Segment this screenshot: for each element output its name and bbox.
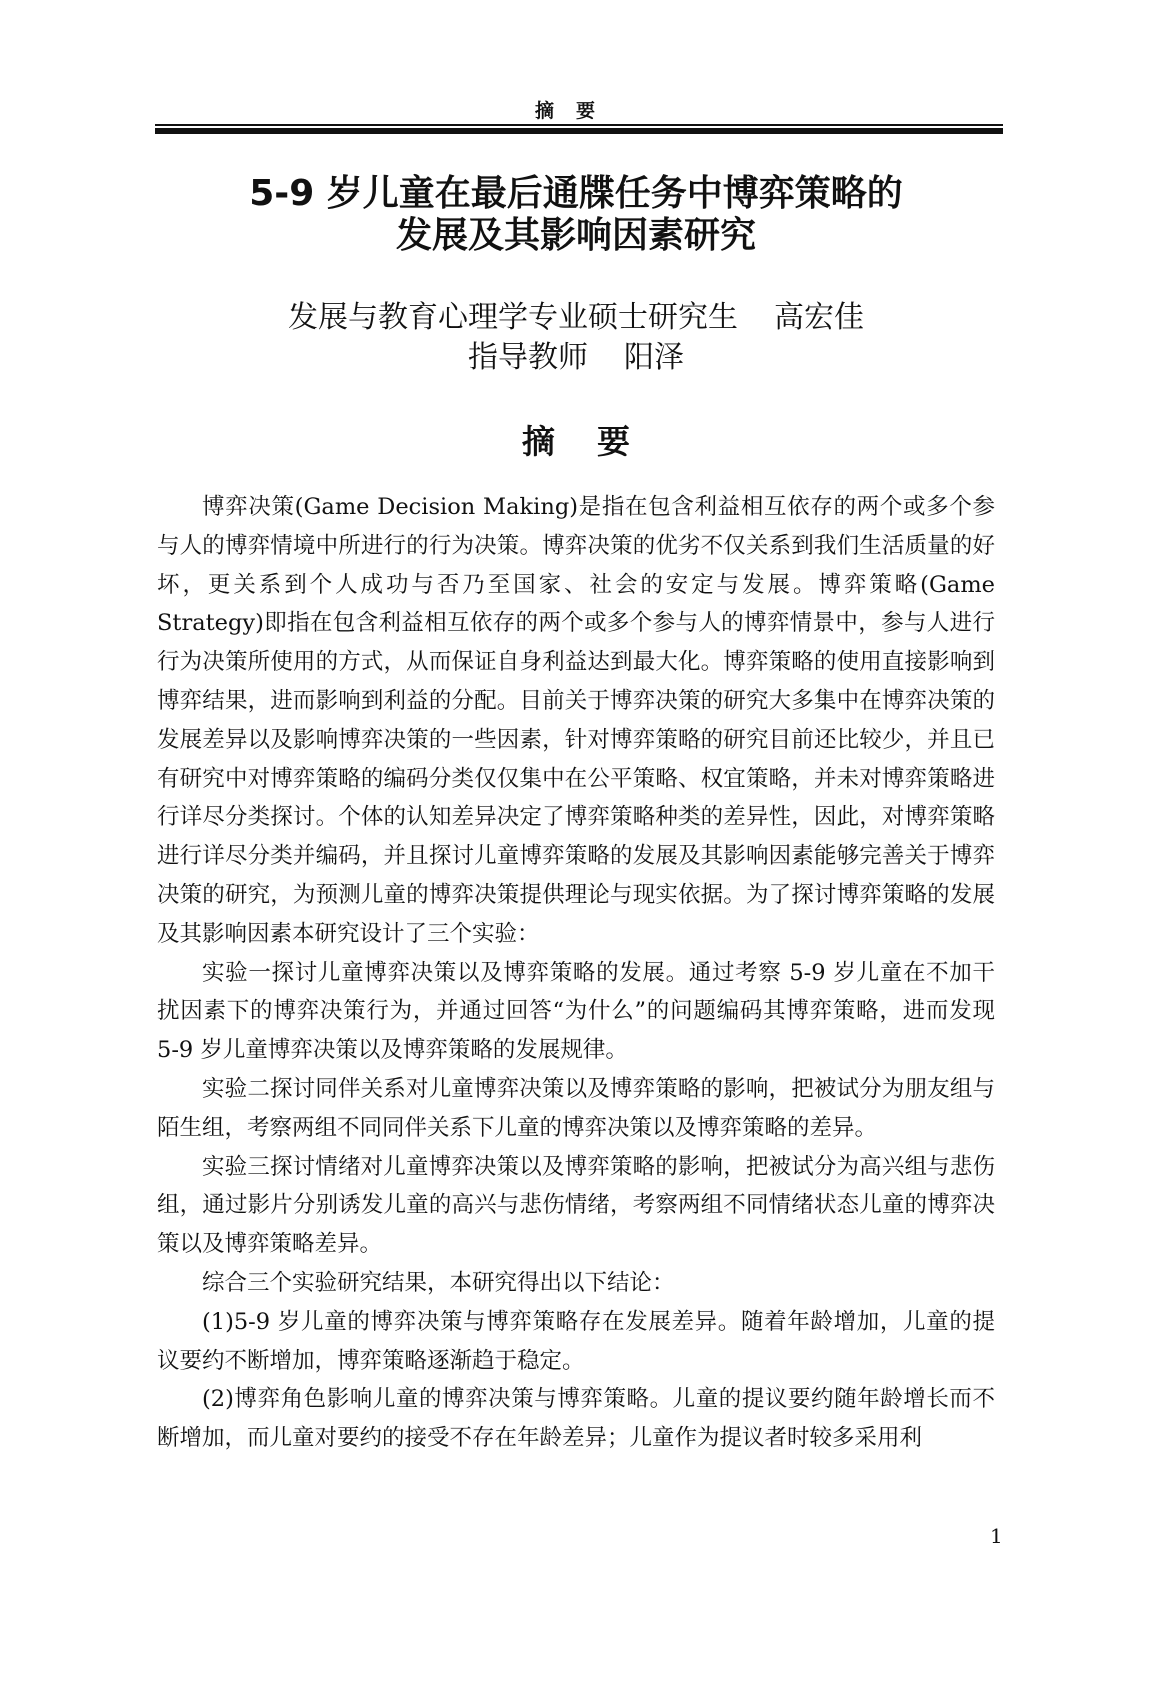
thesis-title-line-2: 发展及其影响因素研究 xyxy=(395,215,756,256)
abstract-paragraph: 实验二探讨同伴关系对儿童博弈决策以及博弈策略的影响，把被试分为朋友组与陌生组，考察两组不同同伴关系下儿童的博弈决策以及博弈策略的差异。 xyxy=(157,1075,995,1141)
page-number: 1 xyxy=(990,1524,1003,1548)
abstract-paragraph: 博弈决策(Game Decision Making)是指在包含利益相互依存的两个或多个参与人的博弈情境中所进行的行为决策。博弈决策的优劣不仅关系到我们生活质量的好坏，更关系到个人成功与否乃至国家、社会的安定与发展。博弈策略(Game Strategy)即指在包含利益相互依存的两个或多个参与人的博弈情景中，参与人进行行为决策所使用的方式，从而保证自身利益达到最大化。博弈策略的使用直接影响到博弈结果，进而影响到利益的分配。目前关于博弈决策的研究大多集中在博弈决策的发展差异以及影响博弈决策的一些因素，针对博弈策略的研究目前还比较少，并且已有研究中对博弈策略的编码分类仅仅集中在公平策略、权宜策略，并未对博弈策略进行详尽分类探讨。个体的认知差异决定了博弈策略种类的差异性，因此，对博弈策略进行详尽分类并编码，并且探讨儿童博弈策略的发展及其影响因素能够完善关于博弈决策的研究，为预测儿童的博弈决策提供理论与现实依据。为了探讨博弈策略的发展及其影响因素本研究设计了三个实验： xyxy=(157,494,995,947)
abstract-body xyxy=(157,488,995,1458)
advisor-name: 阳泽 xyxy=(624,340,684,375)
abstract-paragraph: (2)博弈角色影响儿童的博弈决策与博弈策略。儿童的提议要约随年龄增长而不断增加，而儿童对要约的接受不存在年龄差异；儿童作为提议者时较多采用利 xyxy=(157,1386,995,1452)
abstract-paragraph: 实验一探讨儿童博弈决策以及博弈策略的发展。通过考察 5-9 岁儿童在不加干扰因素下的博弈决策行为，并通过回答“为什么”的问题编码其博弈策略，进而发现 5-9 岁儿童博弈决策以及博弈策略的发展规律。 xyxy=(157,959,995,1064)
header-rule-thick xyxy=(155,128,1003,134)
author-line-2 xyxy=(0,338,1152,378)
thesis-title-line-1: 5-9 岁儿童在最后通牒任务中博弈策略的 xyxy=(249,173,903,214)
author-program: 发展与教育心理学专业硕士研究生 xyxy=(288,300,738,335)
author-line-1 xyxy=(0,298,1152,338)
abstract-paragraph: 实验三探讨情绪对儿童博弈决策以及博弈策略的影响，把被试分为高兴组与悲伤组，通过影片分别诱发儿童的高兴与悲伤情绪，考察两组不同情绪状态儿童的博弈决策以及博弈策略差异。 xyxy=(157,1153,995,1258)
advisor-label: 指导教师 xyxy=(468,340,588,375)
running-header: 摘要 xyxy=(534,100,617,122)
author-name: 高宏佳 xyxy=(774,300,864,335)
header-rule-thin xyxy=(155,124,1003,126)
abstract-paragraph: (1)5-9 岁儿童的博弈决策与博弈策略存在发展差异。随着年龄增加，儿童的提议要约不断增加，博弈策略逐渐趋于稳定。 xyxy=(157,1308,995,1374)
abstract-heading: 摘要 xyxy=(522,422,672,461)
abstract-paragraph: 综合三个实验研究结果，本研究得出以下结论： xyxy=(202,1269,675,1296)
